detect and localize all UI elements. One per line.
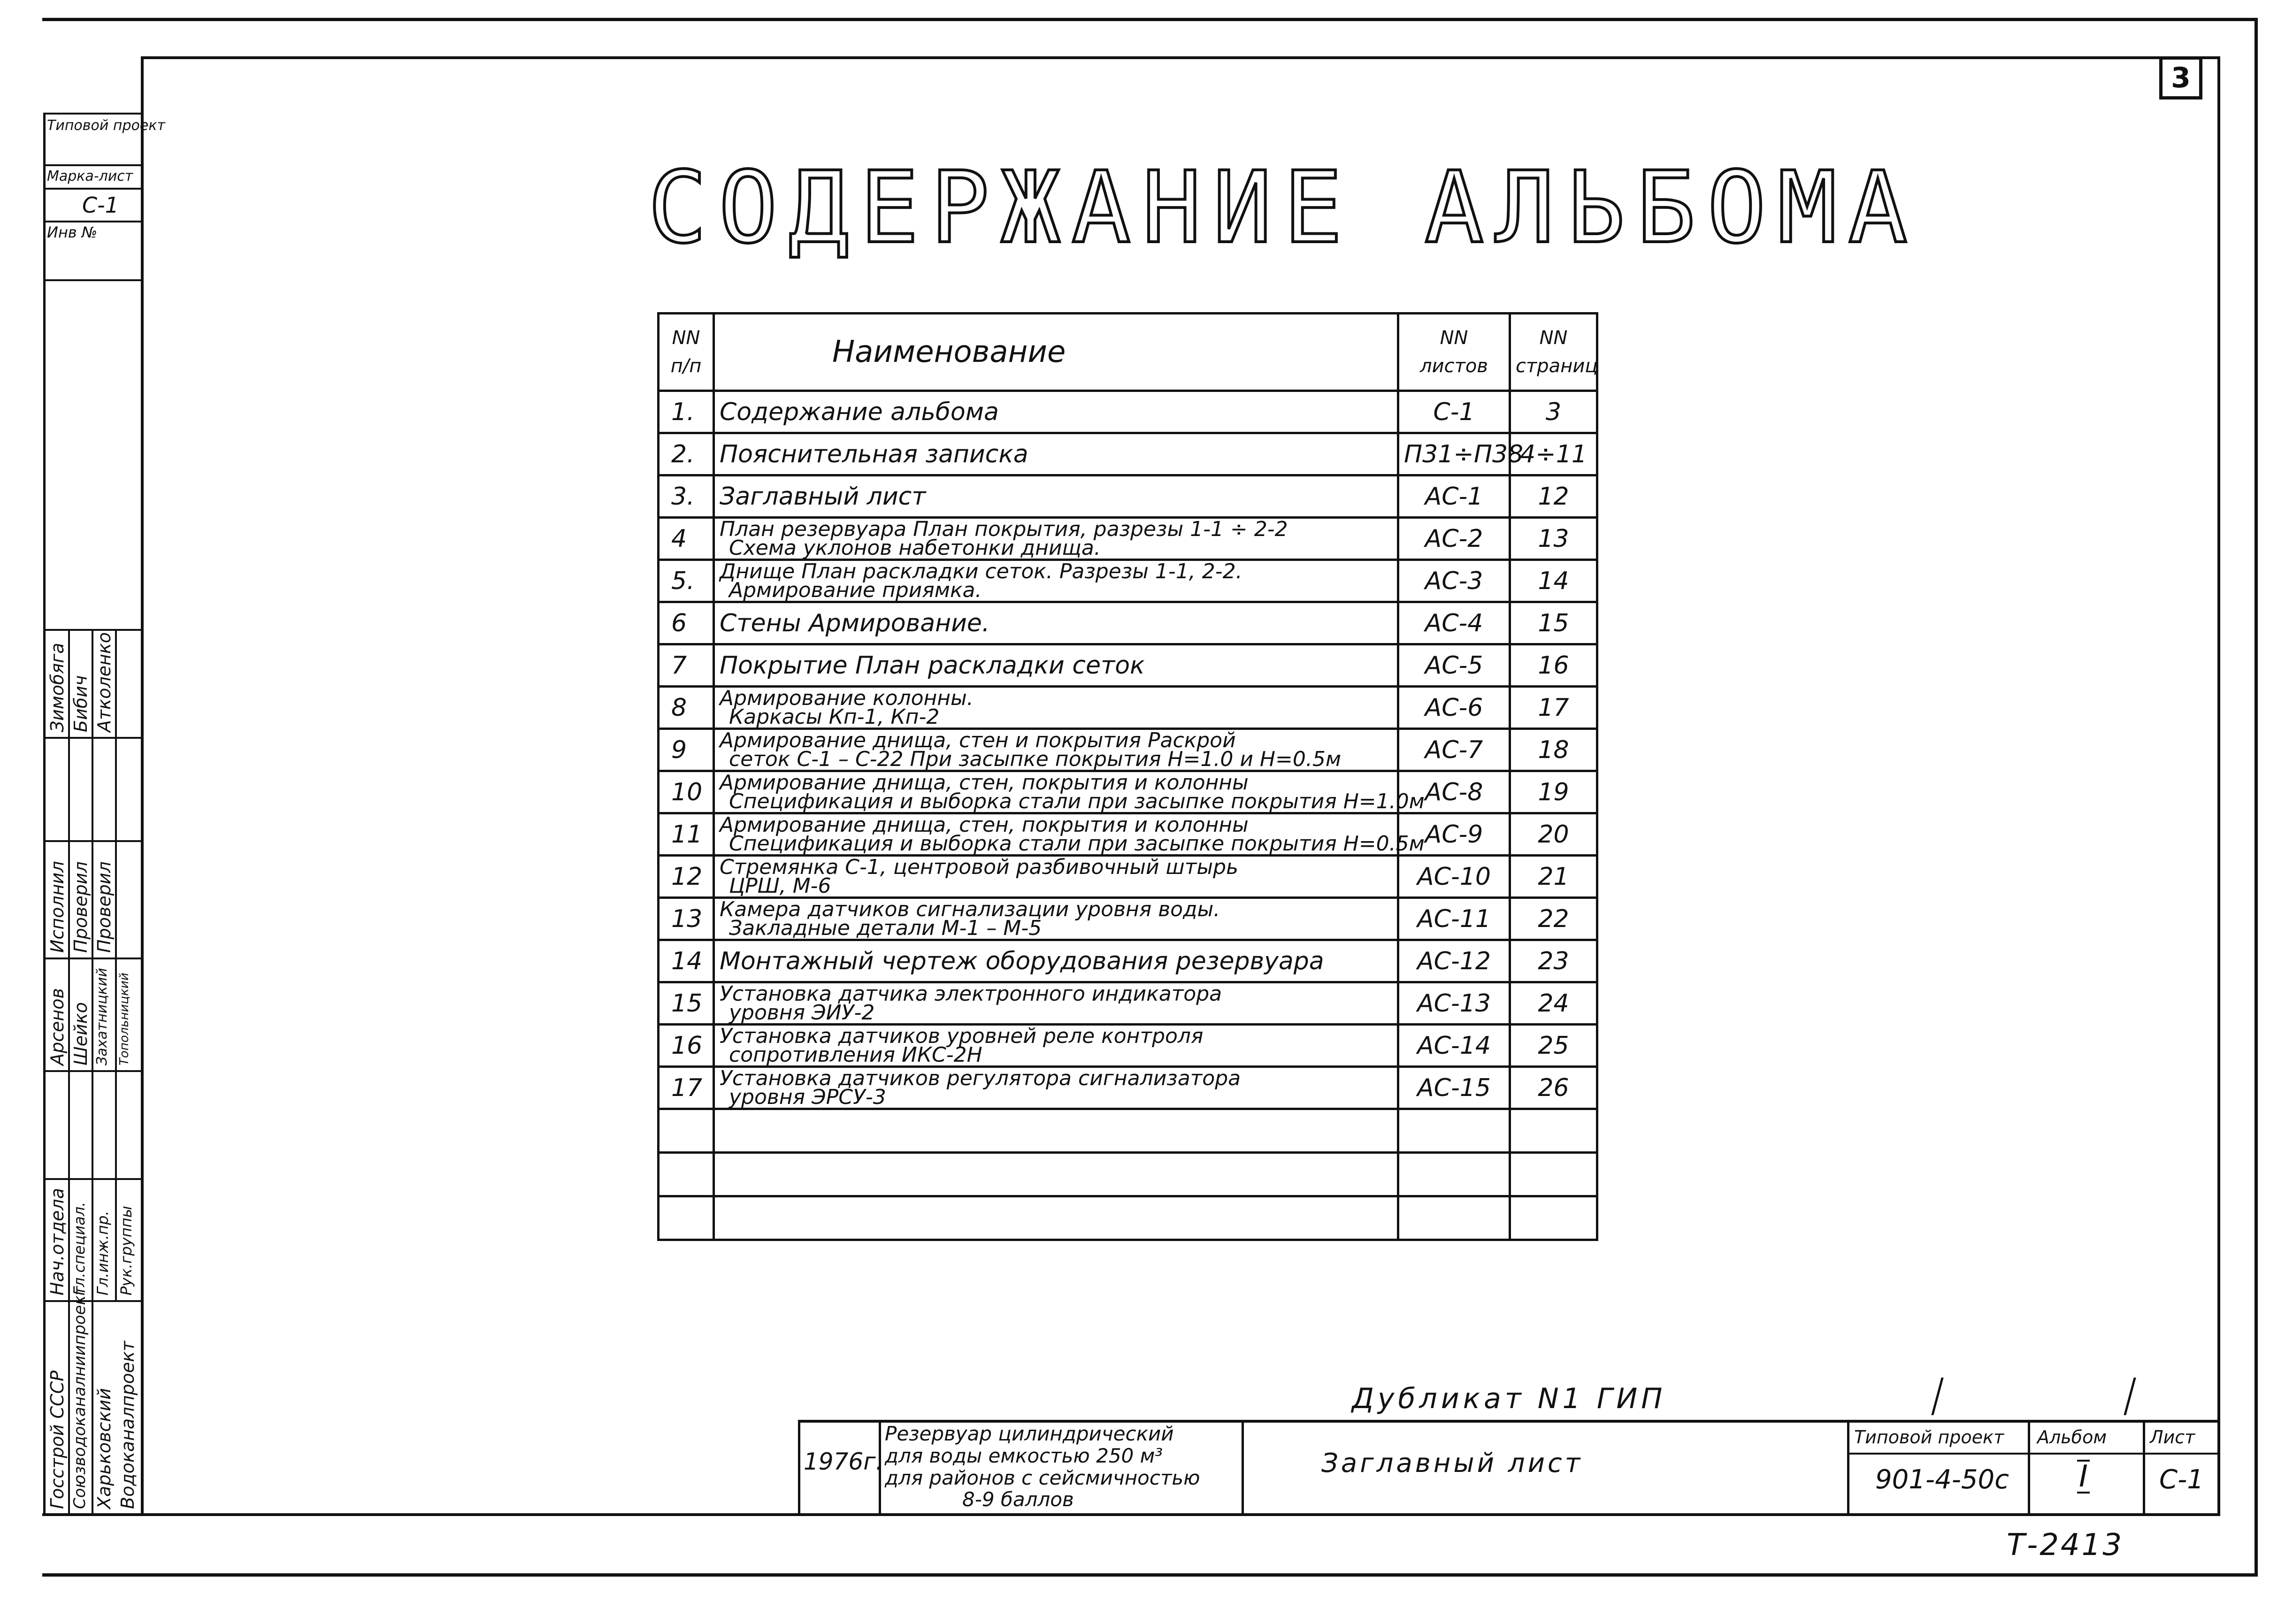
row-page: 17 <box>1510 687 1597 729</box>
row-name <box>714 433 1398 475</box>
sheet-name: Заглавный лист <box>1321 1448 1583 1478</box>
table-row <box>659 729 1597 771</box>
row-page: 24 <box>1510 982 1597 1025</box>
row-name <box>714 940 1398 982</box>
row-name-line: Каркасы Кп-1, Кп-2 <box>729 705 940 729</box>
row-name-line: Содержание альбома <box>720 398 999 426</box>
stamp-position: Рук.группы <box>117 1206 135 1295</box>
outer-frame-top <box>42 18 2258 21</box>
empty-row <box>659 1196 1597 1240</box>
row-name-line: сопротивления ИКС-2Н <box>729 1042 982 1067</box>
empty-cell <box>1398 1109 1510 1153</box>
stamp-position: Гл.специал. <box>70 1202 88 1295</box>
row-name-line: Армирование приямка. <box>729 578 982 602</box>
table-row <box>659 771 1597 813</box>
row-sheet: АС-6 <box>1398 687 1510 729</box>
empty-cell <box>714 1196 1398 1240</box>
mark-sheet-value: С-1 <box>82 192 119 218</box>
album-value: I <box>2077 1460 2090 1494</box>
table-row <box>659 898 1597 940</box>
row-name-line: Днище План раскладки сеток. Разрезы 1-1, 2-2. <box>720 559 1242 583</box>
stamp-position: Нач.отдела <box>47 1187 68 1295</box>
stamp-divider <box>43 188 143 190</box>
page-number: 3 <box>2159 56 2202 100</box>
inner-frame-top <box>143 56 2220 59</box>
table-row <box>659 856 1597 898</box>
title-block-row <box>1847 1453 2220 1455</box>
row-number: 4 <box>659 518 714 560</box>
row-name-line: Спецификация и выборка стали при засыпке покрытия Н=0.5м <box>729 831 1425 856</box>
row-sheet: АС-14 <box>1398 1025 1510 1067</box>
stamp-divider <box>43 279 143 281</box>
row-name-line: Камера датчиков сигнализации уровня воды. <box>720 897 1220 921</box>
row-name <box>714 770 1425 813</box>
row-name-line: Покрытие План раскладки сеток <box>720 651 1145 680</box>
row-name-line: Схема уклонов набетонки днища. <box>729 536 1101 560</box>
row-name <box>714 475 1398 518</box>
row-number: 6 <box>659 602 714 644</box>
typical-project-label: Типовой проект <box>47 117 165 134</box>
row-sheet: АС-7 <box>1398 729 1510 771</box>
row-number: 10 <box>659 771 714 813</box>
row-sheet: АС-8 <box>1398 771 1510 813</box>
row-number: 11 <box>659 813 714 856</box>
row-page: 22 <box>1510 898 1597 940</box>
table-row <box>659 518 1597 560</box>
row-number: 15 <box>659 982 714 1025</box>
stamp-col-line <box>68 629 70 1516</box>
row-name-line: Армирование днища, стен и покрытия Раскрой <box>720 728 1236 752</box>
row-page: 12 <box>1510 475 1597 518</box>
stamp-name: Арсенов <box>47 988 68 1065</box>
duplicate-note: Дубликат N1 ГИП <box>1352 1382 1666 1415</box>
row-page: 25 <box>1510 1025 1597 1067</box>
row-sheet: АС-11 <box>1398 898 1510 940</box>
row-number: 17 <box>659 1067 714 1109</box>
row-sheet: П31÷П38 <box>1398 433 1510 475</box>
row-sheet: С-1 <box>1398 391 1510 433</box>
row-name <box>714 1025 1398 1067</box>
project-value: 901-4-50с <box>1875 1464 2009 1495</box>
row-sheet: АС-2 <box>1398 518 1510 560</box>
table-row <box>659 1025 1597 1067</box>
empty-cell <box>1398 1153 1510 1196</box>
row-name-line: Установка датчиков уровней реле контроля <box>720 1024 1204 1048</box>
row-name-line: Пояснительная записка <box>720 440 1028 468</box>
row-name <box>714 982 1398 1025</box>
empty-cell <box>1510 1109 1597 1153</box>
description-line: для воды емкостью 250 м³ <box>885 1444 1163 1467</box>
row-page: 15 <box>1510 602 1597 644</box>
title-block-col <box>798 1420 800 1516</box>
empty-cell <box>1398 1196 1510 1240</box>
empty-cell <box>714 1109 1398 1153</box>
stamp-organization: Госстрой СССР <box>47 1370 68 1509</box>
row-sheet: АС-13 <box>1398 982 1510 1025</box>
row-sheet: АС-5 <box>1398 644 1510 687</box>
stamp-name: Бибич <box>70 675 91 732</box>
album-label: Альбом <box>2037 1427 2107 1448</box>
table-row <box>659 940 1597 982</box>
stamp-organization: Харьковский <box>94 1388 115 1509</box>
row-name-line: Стены Армирование. <box>720 609 990 637</box>
title-block-col <box>2028 1420 2030 1516</box>
table-row <box>659 560 1597 602</box>
table-header-row <box>659 314 1597 391</box>
row-sheet: АС-10 <box>1398 856 1510 898</box>
table-row <box>659 433 1597 475</box>
row-name <box>714 856 1398 898</box>
row-sheet: АС-15 <box>1398 1067 1510 1109</box>
row-number: 1. <box>659 391 714 433</box>
row-name <box>714 391 1398 433</box>
outer-frame-right <box>2255 18 2258 1576</box>
row-name-line: уровня ЭРСУ-3 <box>729 1085 886 1109</box>
slash-mark <box>1931 1378 1943 1415</box>
inv-label: Инв № <box>47 223 98 241</box>
sheet-value: С-1 <box>2159 1464 2204 1495</box>
sheet-label: Лист <box>2150 1427 2195 1448</box>
row-page: 18 <box>1510 729 1597 771</box>
row-name-line: Установка датчика электронного индикатора <box>720 981 1222 1006</box>
table-row <box>659 813 1597 856</box>
title-block-col <box>1847 1420 1849 1516</box>
row-name-line: Армирование днища, стен, покрытия и колонны <box>720 812 1249 837</box>
row-page: 19 <box>1510 771 1597 813</box>
title-block-col <box>2143 1420 2145 1516</box>
stamp-divider <box>43 221 143 222</box>
row-name-line: уровня ЭИУ-2 <box>729 1000 875 1025</box>
stamp-row-line <box>43 737 143 739</box>
description-line: Резервуар цилиндрический <box>885 1422 1174 1445</box>
row-name <box>714 644 1398 687</box>
stamp-row-line <box>43 840 143 842</box>
row-number: 14 <box>659 940 714 982</box>
row-number: 12 <box>659 856 714 898</box>
empty-cell <box>1510 1153 1597 1196</box>
empty-cell <box>659 1153 714 1196</box>
row-page: 20 <box>1510 813 1597 856</box>
header-num: NN п/п <box>659 314 714 391</box>
row-sheet: АС-1 <box>1398 475 1510 518</box>
row-page: 21 <box>1510 856 1597 898</box>
header-sheets: NN листов <box>1398 314 1510 391</box>
empty-cell <box>714 1153 1398 1196</box>
header-name: Наименование <box>714 314 1398 391</box>
header-pages: NN страниц <box>1510 314 1597 391</box>
description-line: 8-9 баллов <box>962 1488 1074 1511</box>
stamp-col-line <box>92 629 93 1516</box>
row-page: 4÷11 <box>1510 433 1597 475</box>
stamp-row-line <box>43 629 143 631</box>
title-block-col <box>1242 1420 1244 1516</box>
row-name <box>714 518 1398 560</box>
description-line: для районов с сейсмичностью <box>885 1466 1200 1489</box>
row-number: 16 <box>659 1025 714 1067</box>
empty-cell <box>659 1196 714 1240</box>
row-sheet: АС-9 <box>1398 813 1510 856</box>
stamp-organization: Союзводоканалниипроект <box>70 1286 89 1509</box>
table-row <box>659 1067 1597 1109</box>
project-label: Типовой проект <box>1854 1427 2004 1448</box>
table-row <box>659 475 1597 518</box>
slash-mark <box>2124 1378 2136 1415</box>
row-name-line: Армирование днища, стен, покрытия и колонны <box>720 770 1249 795</box>
row-number: 8 <box>659 687 714 729</box>
empty-cell <box>659 1109 714 1153</box>
inner-frame-bottom <box>42 1513 2220 1516</box>
row-name-line: Спецификация и выборка стали при засыпке покрытия Н=1.0м <box>729 789 1425 813</box>
stamp-row-line <box>43 1070 143 1072</box>
row-number: 9 <box>659 729 714 771</box>
row-name <box>714 1067 1398 1109</box>
stamp-role: Проверил <box>94 861 115 953</box>
row-name <box>714 729 1398 771</box>
stamp-organization: Водоканалпроект <box>117 1341 138 1509</box>
mark-sheet-label: Марка-лист <box>47 168 133 184</box>
row-sheet: АС-3 <box>1398 560 1510 602</box>
row-name <box>714 812 1425 856</box>
row-number: 7 <box>659 644 714 687</box>
year: 1976г. <box>804 1448 883 1475</box>
row-name <box>714 602 1398 644</box>
stamp-col-line <box>115 629 117 1300</box>
row-name-line: ЦРШ, М-6 <box>729 873 831 898</box>
contents-table <box>657 312 1598 1241</box>
empty-cell <box>1510 1196 1597 1240</box>
row-sheet: АС-12 <box>1398 940 1510 982</box>
row-name-line: Установка датчиков регулятора сигнализатора <box>720 1066 1241 1090</box>
row-number: 13 <box>659 898 714 940</box>
stamp-left-edge <box>43 113 46 1516</box>
stamp-divider <box>43 164 143 166</box>
row-sheet: АС-4 <box>1398 602 1510 644</box>
stamp-divider <box>43 113 143 115</box>
stamp-name: Атколенко <box>94 632 115 732</box>
stamp-role: Исполнил <box>47 861 68 953</box>
row-name-line: Армирование колонны. <box>720 686 974 710</box>
table-row <box>659 602 1597 644</box>
row-name-line: План резервуара План покрытия, разрезы 1-1 ÷ 2-2 <box>720 517 1288 541</box>
stamp-position: Гл.инж.пр. <box>94 1210 112 1295</box>
stamp-name: Захатницкий <box>94 968 110 1065</box>
stamp-row-line <box>43 1178 143 1180</box>
row-page: 13 <box>1510 518 1597 560</box>
drawing-code: Т-2413 <box>2007 1528 2124 1563</box>
row-name-line: сеток С-1 – С-22 При засыпке покрытия Н=1.0 и Н=0.5м <box>729 747 1342 771</box>
row-number: 3. <box>659 475 714 518</box>
row-page: 16 <box>1510 644 1597 687</box>
row-page: 23 <box>1510 940 1597 982</box>
inner-frame-left <box>141 56 144 1516</box>
empty-row <box>659 1153 1597 1196</box>
stamp-name: Шейко <box>70 1002 91 1065</box>
row-name <box>714 898 1398 940</box>
stamp-role: Проверил <box>70 861 91 953</box>
row-number: 2. <box>659 433 714 475</box>
inner-frame-right <box>2217 56 2220 1516</box>
row-number: 5. <box>659 560 714 602</box>
stamp-name: Топольницкий <box>117 973 131 1065</box>
row-name <box>714 560 1398 602</box>
table-row <box>659 391 1597 433</box>
stamp-row-line <box>43 958 143 959</box>
row-page: 26 <box>1510 1067 1597 1109</box>
table-row <box>659 687 1597 729</box>
row-name-line: Заглавный лист <box>720 482 926 511</box>
outer-frame-bottom <box>42 1573 2258 1577</box>
stamp-row-line <box>43 1300 143 1302</box>
row-page: 14 <box>1510 560 1597 602</box>
empty-row <box>659 1109 1597 1153</box>
page-title: СОДЕРЖАНИЕ АЛЬБОМА <box>648 150 1919 265</box>
row-name-line: Стремянка С-1, центровой разбивочный штырь <box>720 855 1239 879</box>
row-name-line: Монтажный чертеж оборудования резервуара <box>720 947 1324 975</box>
row-page: 3 <box>1510 391 1597 433</box>
row-name-line: Закладные детали М-1 – М-5 <box>729 916 1042 940</box>
stamp-name: Зимобяга <box>47 643 68 732</box>
row-name <box>714 687 1398 729</box>
table-row <box>659 982 1597 1025</box>
table-row <box>659 644 1597 687</box>
